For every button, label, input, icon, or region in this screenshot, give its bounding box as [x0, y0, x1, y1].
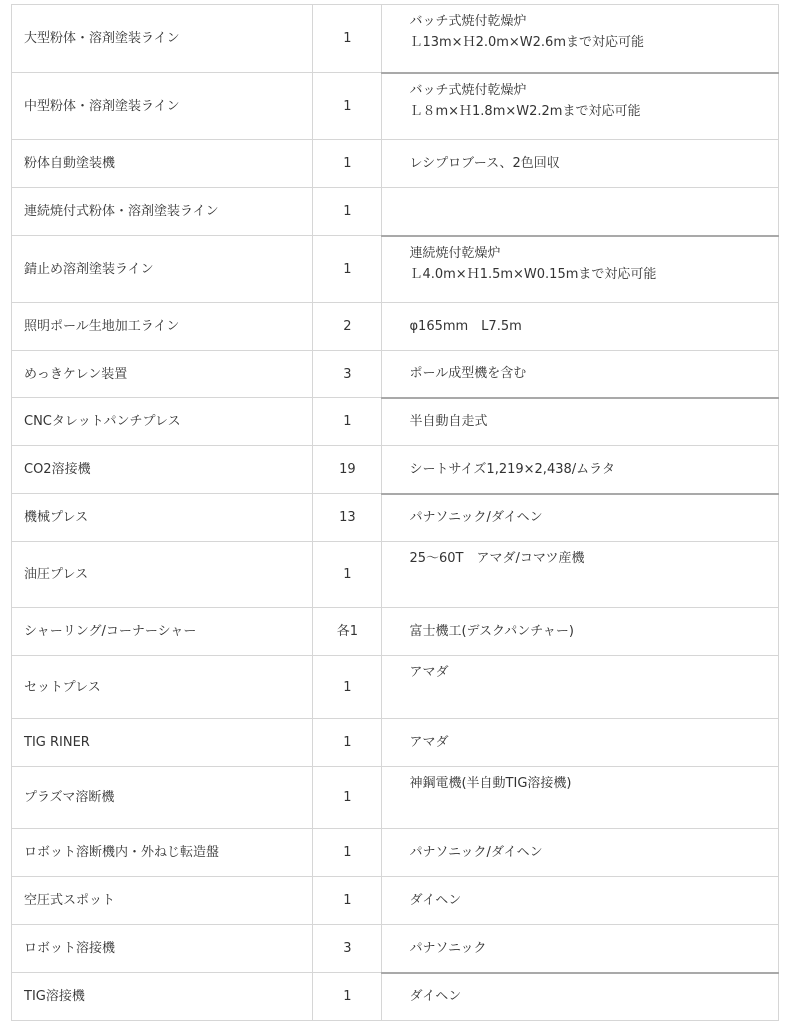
- note-line: パナソニック/ダイヘン: [409, 510, 543, 526]
- equipment-name: ロボット溶接機: [12, 925, 313, 973]
- note-line: Ｌ13m×Ｈ2.0m×W2.6mまで対応可能: [409, 35, 644, 50]
- equipment-name: 中型粉体・溶剤塗装ライン: [12, 73, 313, 140]
- equipment-quantity: 1: [313, 398, 382, 446]
- table-row: [12, 236, 779, 303]
- table-row: [12, 494, 779, 542]
- table-row: [12, 829, 779, 877]
- equipment-quantity: 1: [313, 140, 382, 188]
- note-line: シートサイズ1,219×2,438/ムラタ: [409, 461, 616, 477]
- table-row: [12, 608, 779, 656]
- equipment-note: [382, 351, 779, 398]
- table-row: [12, 351, 779, 398]
- equipment-quantity: 19: [313, 446, 382, 494]
- equipment-name: CO2溶接機: [12, 446, 313, 494]
- equipment-name: プラズマ溶断機: [12, 767, 313, 829]
- equipment-name: 大型粉体・溶剤塗装ライン: [12, 5, 313, 73]
- table-row: [12, 719, 779, 767]
- table-row: [12, 188, 779, 236]
- note-line: アマダ: [409, 665, 449, 680]
- equipment-note: [382, 494, 779, 542]
- equipment-note: [382, 656, 779, 719]
- equipment-quantity: 1: [313, 542, 382, 608]
- table-row: [12, 446, 779, 494]
- equipment-name: セットプレス: [12, 656, 313, 719]
- equipment-quantity: 2: [313, 303, 382, 351]
- equipment-name: CNCタレットパンチプレス: [12, 398, 313, 446]
- equipment-quantity: 1: [313, 829, 382, 877]
- equipment-note: [382, 5, 779, 73]
- equipment-quantity: 13: [313, 494, 382, 542]
- equipment-quantity: 1: [313, 767, 382, 829]
- equipment-name: 油圧プレス: [12, 542, 313, 608]
- equipment-quantity: 1: [313, 973, 382, 1021]
- table-row: [12, 73, 779, 140]
- note-line: パナソニック/ダイヘン: [409, 845, 543, 860]
- equipment-note: [382, 719, 779, 767]
- table-row: [12, 5, 779, 73]
- equipment-quantity: 3: [313, 925, 382, 973]
- note-line: 半自動自走式: [409, 414, 488, 430]
- note-line: φ165mm L7.5m: [409, 319, 522, 334]
- equipment-quantity: 1: [313, 877, 382, 925]
- note-line: 連続焼付乾燥炉: [409, 245, 501, 261]
- note-line: 25～60T アマダ/コマツ産機: [409, 551, 585, 566]
- note-line: 富士機工(デスクパンチャー): [409, 624, 574, 639]
- equipment-quantity: 1: [313, 656, 382, 719]
- equipment-quantity: 1: [313, 73, 382, 140]
- note-line: Ｌ4.0m×Ｈ1.5m×W0.15mまで対応可能: [409, 266, 657, 282]
- note-line: 神鋼電機(半自動TIG溶接機): [409, 776, 572, 791]
- note-line: ポール成型機を含む: [409, 366, 527, 382]
- table-row: [12, 303, 779, 351]
- equipment-name: ロボット溶断機内・外ねじ転造盤: [12, 829, 313, 877]
- equipment-name: 空圧式スポット: [12, 877, 313, 925]
- equipment-note: [382, 767, 779, 829]
- equipment-note: [382, 608, 779, 656]
- equipment-note: [382, 303, 779, 351]
- note-line: アマダ: [409, 735, 449, 750]
- equipment-quantity: 1: [313, 236, 382, 303]
- equipment-quantity: 1: [313, 719, 382, 767]
- table-row: [12, 140, 779, 188]
- table-row: [12, 542, 779, 608]
- equipment-note: [382, 542, 779, 608]
- equipment-note: [382, 973, 779, 1021]
- equipment-note: [382, 446, 779, 494]
- equipment-name: シャーリング/コーナーシャー: [12, 608, 313, 656]
- equipment-name: 粉体自動塗装機: [12, 140, 313, 188]
- equipment-table: [11, 4, 779, 1021]
- equipment-name: 錆止め溶剤塗装ライン: [12, 236, 313, 303]
- equipment-table-body: [12, 5, 779, 1021]
- equipment-note: [382, 236, 779, 303]
- note-line: バッチ式焼付乾燥炉: [409, 14, 527, 29]
- table-row: [12, 877, 779, 925]
- note-line: ダイヘン: [409, 989, 462, 1005]
- equipment-note: [382, 188, 779, 236]
- equipment-name: 連続焼付式粉体・溶剤塗装ライン: [12, 188, 313, 236]
- note-line: Ｌ８m×Ｈ1.8m×W2.2mまで対応可能: [409, 103, 641, 119]
- note-line: バッチ式焼付乾燥炉: [409, 82, 527, 98]
- equipment-quantity: 1: [313, 5, 382, 73]
- note-line: ダイヘン: [409, 893, 462, 908]
- equipment-note: [382, 925, 779, 973]
- equipment-name: めっきケレン装置: [12, 351, 313, 398]
- table-row: [12, 656, 779, 719]
- equipment-name: 照明ポール生地加工ライン: [12, 303, 313, 351]
- equipment-quantity: 各1: [313, 608, 382, 656]
- equipment-note: [382, 877, 779, 925]
- note-line: レシプロブース、2色回収: [409, 156, 560, 171]
- equipment-note: [382, 829, 779, 877]
- note-line: パナソニック: [409, 940, 487, 956]
- table-row: [12, 973, 779, 1021]
- equipment-name: TIG溶接機: [12, 973, 313, 1021]
- equipment-note: [382, 140, 779, 188]
- equipment-name: TIG RINER: [12, 719, 313, 767]
- table-row: [12, 398, 779, 446]
- equipment-quantity: 1: [313, 188, 382, 236]
- table-row: [12, 925, 779, 973]
- equipment-name: 機械プレス: [12, 494, 313, 542]
- equipment-quantity: 3: [313, 351, 382, 398]
- table-row: [12, 767, 779, 829]
- equipment-note: [382, 73, 779, 140]
- equipment-note: [382, 398, 779, 446]
